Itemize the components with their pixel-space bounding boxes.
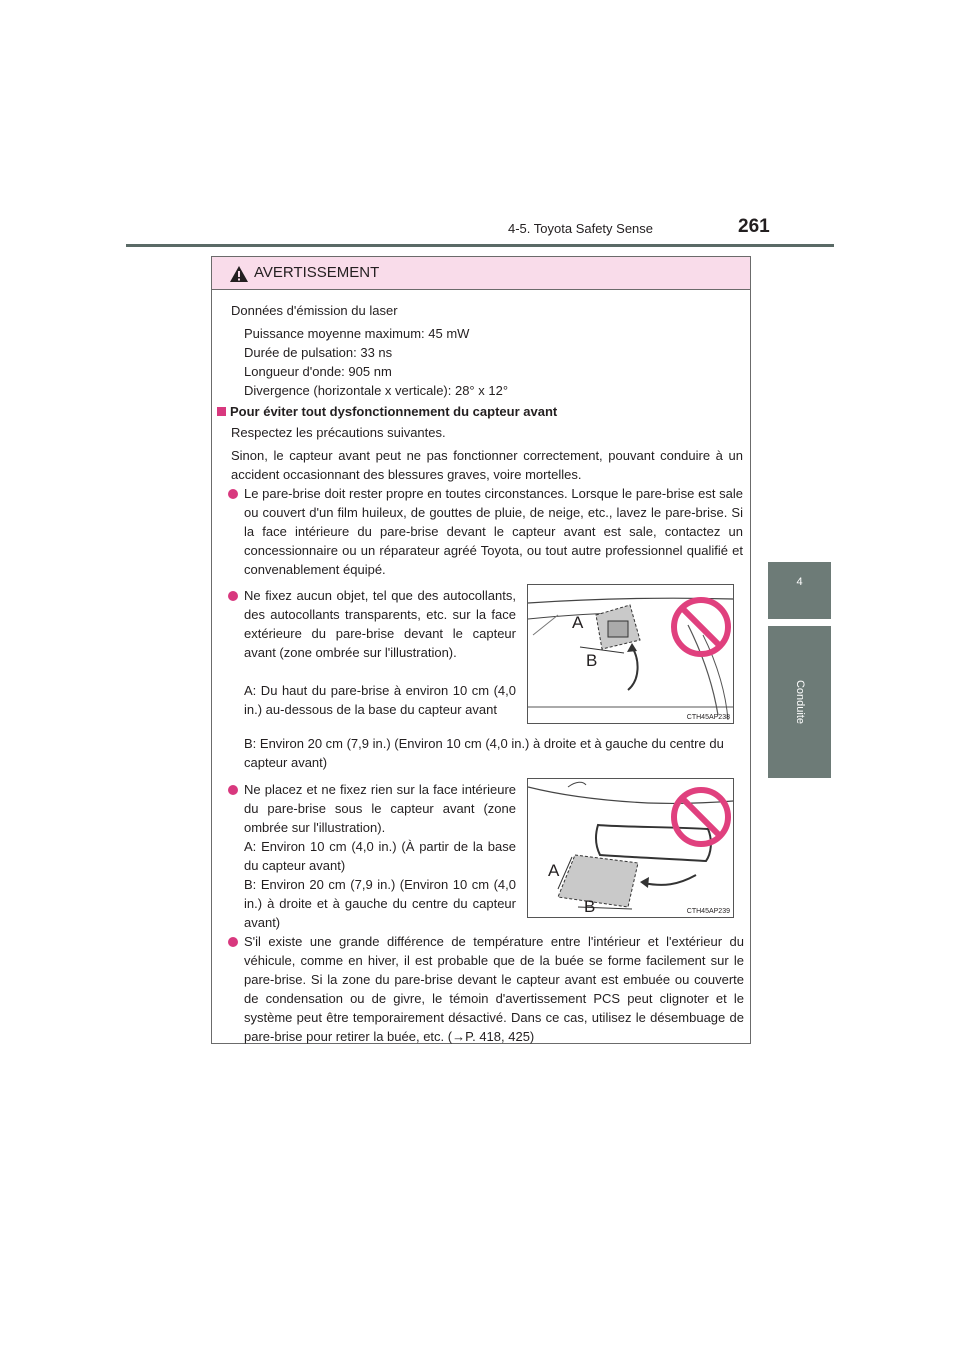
bullet-detail: B: Environ 20 cm (7,9 in.) (Environ 10 cm (4,0 in.) à droite et à gauche du centre du capteur avant) (244, 877, 516, 930)
figure-label-a: A (548, 861, 560, 880)
section-title: 4-5. Toyota Safety Sense (508, 221, 654, 236)
figure-label-b: B (584, 897, 596, 916)
bullet-detail: A: Du haut du pare-brise à environ 10 cm (4,0 in.) au-dessous de la base du capteur avant (244, 683, 516, 717)
figure-code: CTH45AP239 (686, 908, 730, 915)
chapter-tab-number: 4 (768, 562, 831, 619)
bullet-icon (228, 785, 238, 795)
header-rule (126, 244, 834, 247)
chapter-tab (768, 626, 831, 778)
bullet-icon (228, 489, 238, 499)
laser-title: Données d'émission du laser (231, 303, 398, 318)
figure-windshield-interior (527, 778, 734, 918)
intro-text: Respectez les précautions suivantes. (231, 425, 446, 440)
figure-label-a: A (572, 613, 584, 632)
intro-text: Sinon, le capteur avant peut ne pas fonctionner correctement, pouvant conduire à un accident occasionnant des blessures graves, voire mortelles. (231, 448, 743, 482)
warning-triangle-icon (229, 265, 249, 283)
bullet-icon (228, 591, 238, 601)
bullet-detail: B: Environ 20 cm (7,9 in.) (Environ 10 cm (4,0 in.) à droite et à gauche du centre du capteur avant) (244, 736, 724, 770)
warning-title: AVERTISSEMENT (254, 264, 380, 281)
page-number: 261 (738, 216, 770, 237)
windshield-interior-illustration (528, 779, 733, 917)
figure-windshield-exterior (527, 584, 734, 724)
laser-spec: Divergence (horizontale x verticale): 28° x 12° (244, 383, 509, 398)
section-marker-icon (217, 407, 226, 416)
chapter-tab-label: Conduite (793, 679, 806, 725)
bullet-text: S'il existe une grande différence de température entre l'intérieur et l'extérieur du véhicule, comme en hiver, il est probable que de la buée se forme facilement sur le pare-brise. Si la zone du pare-brise devant le capteur avant est embuée ou couverte de condensation ou de givre, le témoin d'avertissement PCS peut clignoter et le système peut être temporairement désactivé. Dans ce cas, utilisez le désembuage de pare-brise pour retirer la buée, etc. (→P. 418, 425) (244, 934, 744, 1044)
section-heading: Pour éviter tout dysfonctionnement du capteur avant (230, 404, 558, 419)
laser-spec: Durée de pulsation: 33 ns (244, 345, 393, 360)
figure-code: CTH45AP238 (686, 714, 730, 721)
laser-spec: Puissance moyenne maximum: 45 mW (244, 326, 470, 341)
windshield-exterior-illustration (528, 585, 733, 723)
bullet-text: Ne placez et ne fixez rien sur la face intérieure du pare-brise sous le capteur avant (zone ombrée sur l'illustration). (244, 782, 516, 835)
figure-label-b: B (586, 651, 598, 670)
laser-spec: Longueur d'onde: 905 nm (244, 364, 392, 379)
bullet-detail: A: Environ 10 cm (4,0 in.) (À partir de la base du capteur avant) (244, 839, 516, 873)
bullet-icon (228, 937, 238, 947)
bullet-text: Le pare-brise doit rester propre en toutes circonstances. Lorsque le pare-brise est sale ou couvert d'un film huileux, de gouttes de pluie, de neige, etc., lavez le pare-brise. Si la face intérieure du pare-brise devant le capteur avant est sale, contactez un concessionnaire ou un réparateur agréé Toyota, ou tout autre professionnel qualifié et convenablement équipé. (244, 486, 743, 577)
bullet-text: Ne fixez aucun objet, tel que des autocollants, des autocollants transparents, etc. sur la face extérieure du pare-brise devant le capteur avant (zone ombrée sur l'illustration). (244, 588, 516, 660)
warning-header (212, 257, 750, 290)
